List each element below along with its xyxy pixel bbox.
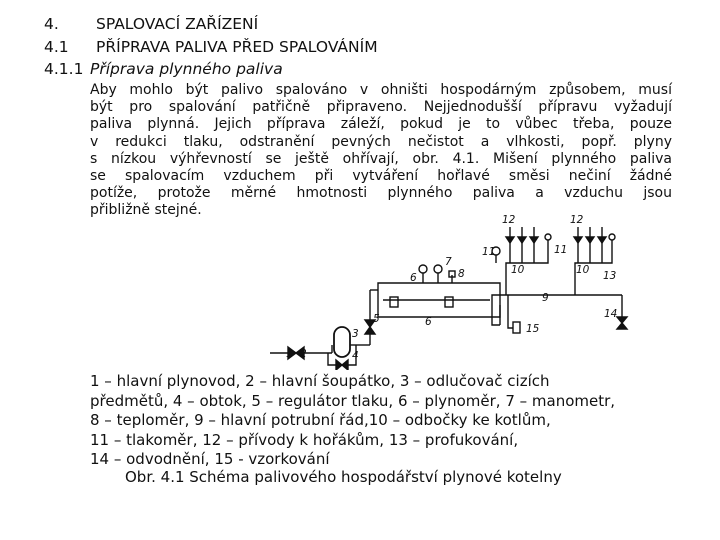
label-5: 5 xyxy=(373,313,380,325)
sampling-pipe xyxy=(508,295,513,328)
paragraph-line: se spalovacím vzduchem při vytváření hořlavé směsi nečiní žádné xyxy=(90,167,672,184)
label-6-lower: 6 xyxy=(425,316,432,328)
legend-line: 11 – tlakoměr, 12 – přívody k hořákům, 13 – profukování, xyxy=(90,430,519,449)
figure-legend xyxy=(90,372,650,470)
separator-vessel-icon xyxy=(334,327,350,357)
sampling-icon xyxy=(513,322,520,333)
label-14: 14 xyxy=(604,308,618,320)
label-12a: 12 xyxy=(502,214,516,226)
label-2: 2 xyxy=(300,348,307,360)
figure-caption: Obr. 4.1 Schéma palivového hospodářství plynové kotelny xyxy=(125,468,562,486)
meter-loop-upper xyxy=(378,283,500,305)
purge-valve-icon xyxy=(545,234,551,240)
label-7: 7 xyxy=(445,256,452,268)
label-10a: 10 xyxy=(511,264,525,276)
label-9: 9 xyxy=(542,292,549,304)
manometer-icon xyxy=(434,265,442,273)
burner-valve-icon xyxy=(506,237,606,243)
label-8: 8 xyxy=(458,268,465,280)
heading-section xyxy=(44,38,378,57)
purge-valve-icon xyxy=(609,234,615,240)
heading-subsection xyxy=(44,60,283,79)
meter-loop-lower xyxy=(378,290,500,317)
label-1: 1 xyxy=(286,348,293,360)
legend-line: předmětů, 4 – obtok, 5 – regulátor tlaku, 6 – plynoměr, 7 – manometr, xyxy=(90,391,616,410)
label-6-upper: 6 xyxy=(410,272,417,284)
label-15: 15 xyxy=(526,323,540,335)
gas-meter-icon-b xyxy=(445,297,453,307)
heading-chapter xyxy=(44,15,258,34)
label-13: 13 xyxy=(603,270,617,282)
heading-number: 4. xyxy=(44,15,59,33)
heading-title: PŘÍPRAVA PALIVA PŘED SPALOVÁNÍM xyxy=(96,38,378,56)
heading-number: 4.1.1 xyxy=(44,60,84,78)
paragraph-line: paliva plynná. Jejich příprava záleží, pokud je to vůbec třeba, pouze xyxy=(90,116,672,133)
label-11a: 11 xyxy=(482,246,496,258)
manometer-icon xyxy=(419,265,427,273)
heading-number: 4.1 xyxy=(44,38,69,56)
legend-line: 14 – odvodnění, 15 - vzorkování xyxy=(90,450,330,468)
bypass-valve-icon xyxy=(336,360,348,370)
paragraph-line: v redukci tlaku, odstranění pevných nečistot a vlhkosti, popř. plyny xyxy=(90,133,672,150)
heading-title: Příprava plynného paliva xyxy=(90,60,283,78)
label-3: 3 xyxy=(352,328,359,340)
gas-meter-icon-a xyxy=(390,297,398,307)
label-12b: 12 xyxy=(570,214,584,226)
gas-system-diagram xyxy=(270,205,650,370)
label-4: 4 xyxy=(352,350,359,362)
main-header-pipe xyxy=(492,295,622,325)
body-paragraph xyxy=(90,82,672,220)
heading-title: SPALOVACÍ ZAŘÍZENÍ xyxy=(96,15,259,33)
label-10b: 10 xyxy=(576,264,590,276)
paragraph-line: být pro spalování patřičně připraveno. Nejjednodušší přípravu vyžadují xyxy=(90,99,672,116)
legend-line: 8 – teploměr, 9 – hlavní potrubní řád,10 – odbočky ke kotlům, xyxy=(90,411,551,429)
paragraph-line: Aby mohlo být palivo spalováno v ohništi hospodárným způsobem, musí xyxy=(90,82,672,98)
paragraph-line: přibližně stejné. xyxy=(90,202,202,219)
label-11b: 11 xyxy=(554,244,568,256)
paragraph-line: potíže, protože měrné hmotnosti plynného paliva a vzduchu jsou xyxy=(90,185,672,202)
legend-line: 1 – hlavní plynovod, 2 – hlavní šoupátko, 3 – odlučovač cizích xyxy=(90,372,550,390)
paragraph-line: s nízkou výhřevností se ještě ohřívají, obr. 4.1. Mišení plynného paliva xyxy=(90,150,672,167)
drain-valve-icon xyxy=(617,317,627,329)
